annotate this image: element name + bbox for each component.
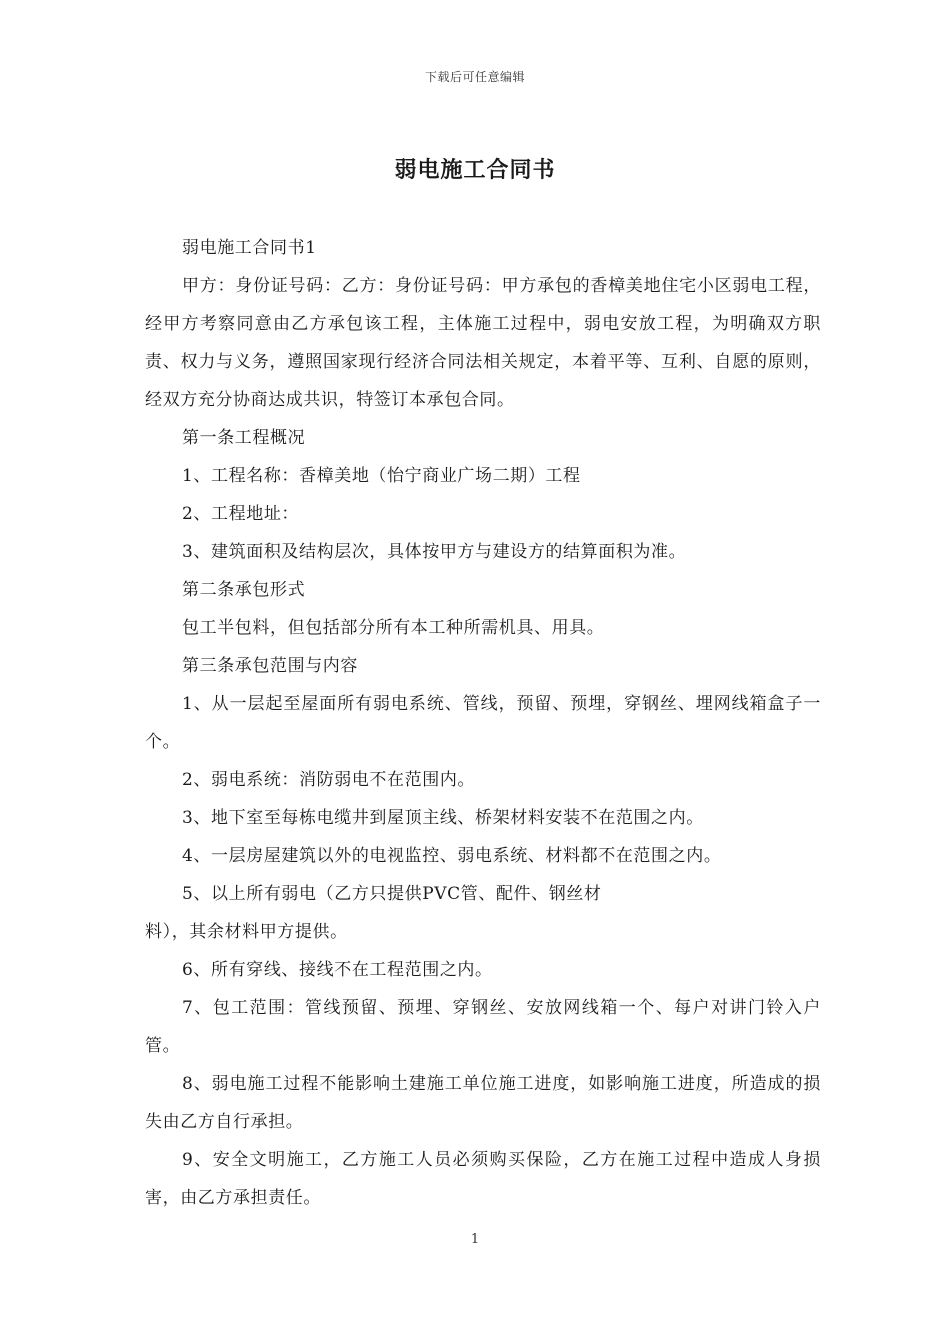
clause-3-3: 3、地下室至每栋电缆井到屋顶主线、桥架材料安装不在范围之内。 [182,808,704,828]
document-body [145,229,821,1217]
section-heading-3: 第三条承包范围与内容 [182,656,358,676]
page-number: 1 [470,1232,480,1247]
clause-1-2: 2、工程地址： [182,504,300,524]
clause-3-1: 1、从一层起至屋面所有弱电系统、管线，预留、预埋，穿钢丝、埋网线箱盒子一个。 [145,694,821,752]
clause-3-5-continued: 料），其余材料甲方提供。 [145,922,348,942]
clause-3-2: 2、弱电系统：消防弱电不在范围内。 [182,770,476,790]
clause-3-6: 6、所有穿线、接线不在工程范围之内。 [182,960,493,980]
clause-1-3: 3、建筑面积及结构层次，具体按甲方与建设方的结算面积为准。 [182,542,687,562]
paragraph-preamble: 甲方：身份证号码：乙方：身份证号码：甲方承包的香樟美地住宅小区弱电工程，经甲方考察同意由乙方承包该工程，主体施工过程中，弱电安放工程，为明确双方职责、权力与义务，遵照国家现行经济合同法相关规定，本着平等、互利、自愿的原则，经双方充分协商达成共识，特签订本承包合同。 [145,276,821,410]
header-note: 下载后可任意编辑 [424,70,525,84]
clause-3-7: 7、包工范围：管线预留、预埋、穿钢丝、安放网线箱一个、每户对讲门铃入户管。 [145,998,821,1056]
section-heading-2: 第二条承包形式 [182,580,306,600]
paragraph-subtitle: 弱电施工合同书1 [182,238,317,258]
section-heading-1: 第一条工程概况 [182,428,306,448]
clause-2-1: 包工半包料，但包括部分所有本工种所需机具、用具。 [182,618,605,638]
clause-1-1: 1、工程名称：香樟美地（怡宁商业广场二期）工程 [182,466,581,486]
document-title: 弱电施工合同书 [394,157,556,183]
clause-3-4: 4、一层房屋建筑以外的电视监控、弱电系统、材料都不在范围之内。 [182,846,722,866]
clause-3-9: 9、安全文明施工，乙方施工人员必须购买保险，乙方在施工过程中造成人身损害，由乙方承担责任。 [145,1150,821,1208]
clause-3-5: 5、以上所有弱电（乙方只提供PVC管、配件、钢丝材 [182,884,602,904]
clause-3-8: 8、弱电施工过程不能影响土建施工单位施工进度，如影响施工进度，所造成的损失由乙方自行承担。 [145,1074,821,1132]
